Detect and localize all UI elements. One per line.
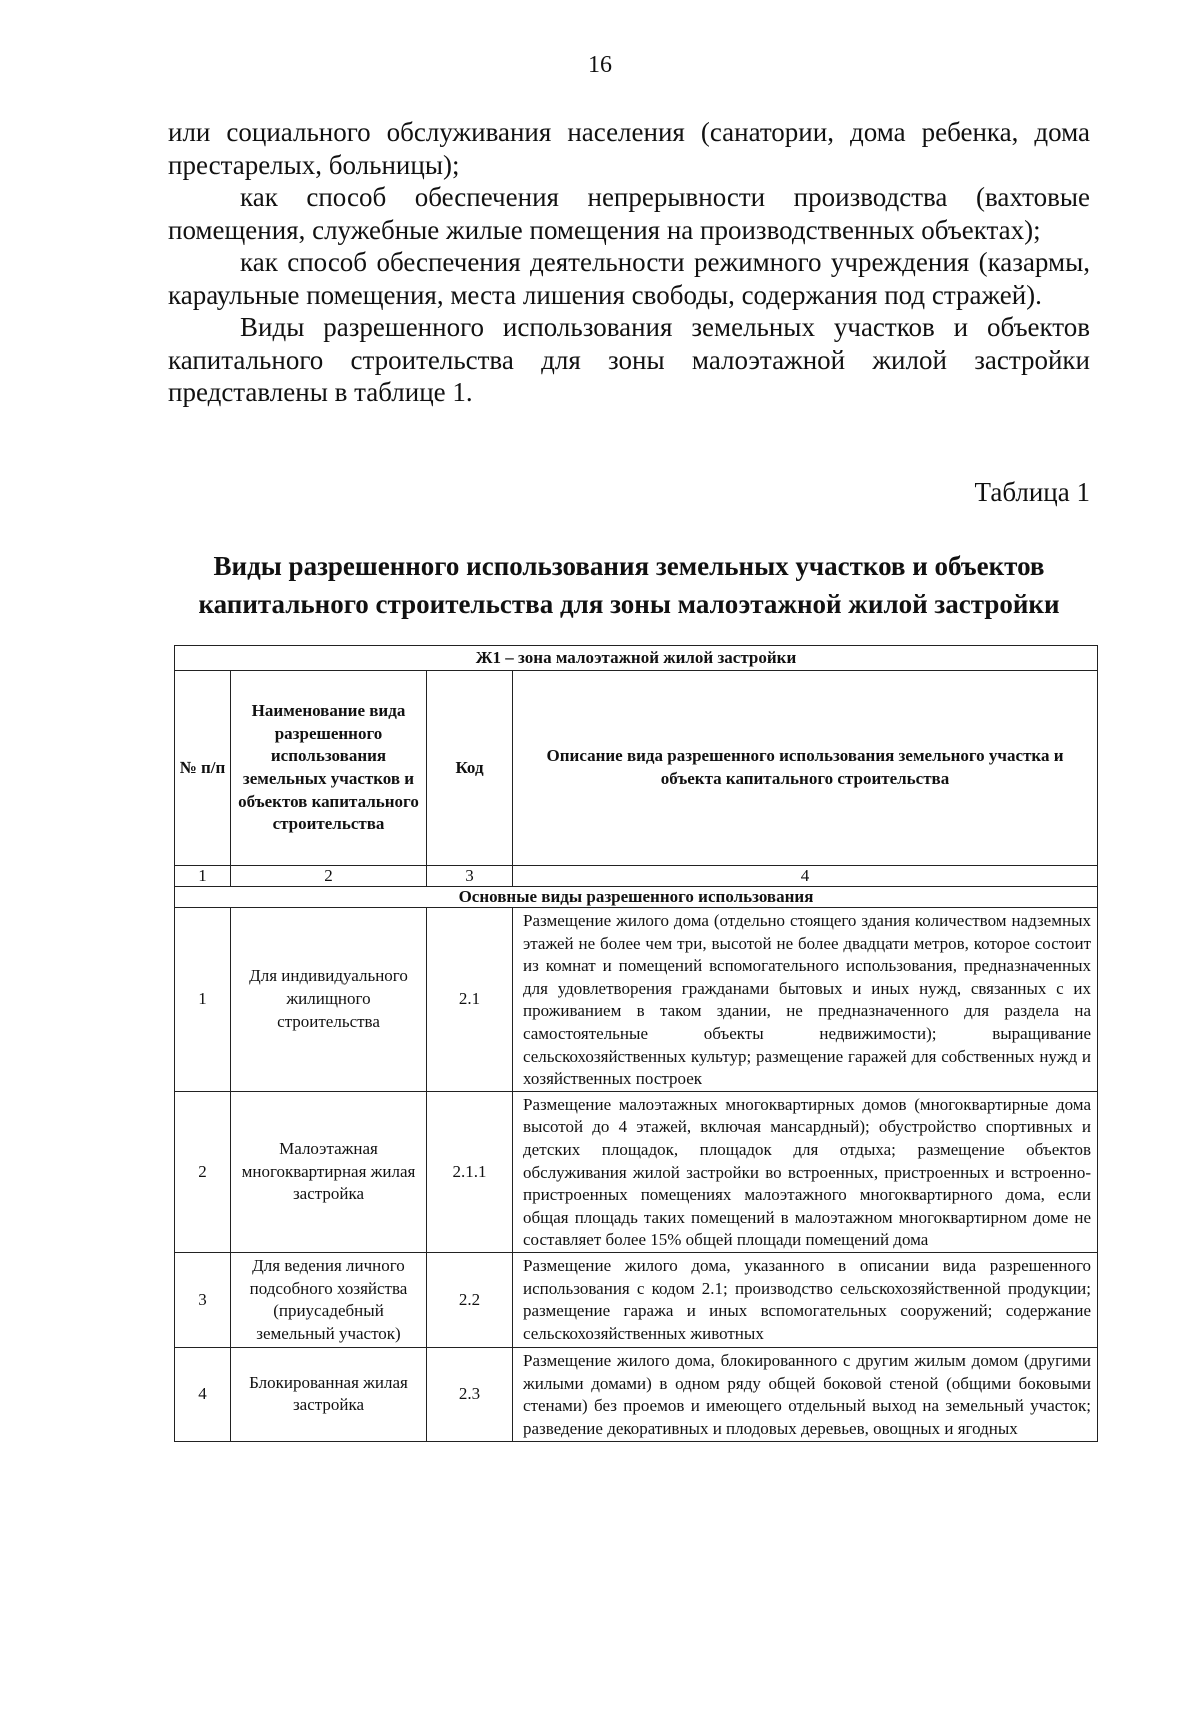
table-row	[175, 1348, 1098, 1441]
land-use-table	[174, 645, 1098, 1442]
row-num: 3	[175, 1252, 231, 1347]
row-code: 2.2	[427, 1252, 513, 1347]
zone-title: Ж1 – зона малоэтажной жилой застройки	[175, 646, 1098, 671]
table-title-line: Виды разрешенного использования земельных участков и объектов	[213, 551, 1045, 581]
paragraph: как способ обеспечения деятельности режимного учреждения (казармы, караульные помещения, места лишения свободы, содержания под стражей).	[168, 247, 1090, 310]
row-name: Малоэтажная многоквартирная жилая застройка	[231, 1091, 427, 1252]
row-description: Размещение жилого дома, блокированного с другим жилым домом (другими жилыми домами) в одном ряду общей боковой стеной (общими боковыми стенами) без проемов и имеющего отдельный выход на земельный участок; разведение декоративных и плодовых деревьев, овощных и ягодных	[513, 1348, 1098, 1441]
row-code: 2.3	[427, 1348, 513, 1441]
row-code: 2.1	[427, 908, 513, 1092]
column-number: 2	[231, 866, 427, 887]
column-number: 4	[513, 866, 1098, 887]
table-row	[175, 908, 1098, 1092]
row-name: Блокированная жилая застройка	[231, 1348, 427, 1441]
row-num: 1	[175, 908, 231, 1092]
header-name: Наименование вида разрешенного использования земельных участков и объектов капитального строительства	[231, 671, 427, 866]
paragraph: или социального обслуживания населения (санатории, дома ребенка, дома престарелых, больницы);	[168, 117, 1090, 180]
row-code: 2.1.1	[427, 1091, 513, 1252]
section-title: Основные виды разрешенного использования	[175, 887, 1098, 908]
row-description: Размещение малоэтажных многоквартирных домов (многоквартирные дома высотой до 4 этажей, включая мансардный); обустройство спортивных и детских площадок, площадок для отдыха; размещение объектов обслуживания жилой застройки во встроенных, пристроенных и встроенно-пристроенных помещениях малоэтажного многоквартирного дома, если общая площадь таких помещений в малоэтажном многоквартирном доме не составляет более 15% общей площади помещений дома	[513, 1091, 1098, 1252]
table-title	[168, 547, 1090, 623]
table-label: Таблица 1	[974, 477, 1090, 507]
paragraph: Виды разрешенного использования земельных участков и объектов капитального строительства для зоны малоэтажной жилой застройки представлены в таблице 1.	[168, 312, 1090, 407]
header-code: Код	[427, 671, 513, 866]
paragraph: как способ обеспечения непрерывности производства (вахтовые помещения, служебные жилые помещения на производственных объектах);	[168, 182, 1090, 245]
body-text	[168, 116, 1090, 409]
column-number: 3	[427, 866, 513, 887]
row-description: Размещение жилого дома (отдельно стоящего здания количеством надземных этажей не более чем три, высотой не более двадцати метров, которое состоит из комнат и помещений вспомогательного использования, предназначенных для удовлетворения гражданами бытовых и иных нужд, связанных с их проживанием в таком здании, не предназначенного для раздела на самостоятельные объекты недвижимости); выращивание сельскохозяйственных культур; размещение гаражей для собственных нужд и хозяйственных построек	[513, 908, 1098, 1092]
page-number: 16	[588, 52, 612, 78]
header-num: № п/п	[175, 671, 231, 866]
table-row	[175, 1091, 1098, 1252]
table-title-line: капитального строительства для зоны малоэтажной жилой застройки	[198, 589, 1060, 619]
row-num: 4	[175, 1348, 231, 1441]
header-description: Описание вида разрешенного использования земельного участка и объекта капитального строительства	[513, 671, 1098, 866]
column-number: 1	[175, 866, 231, 887]
row-num: 2	[175, 1091, 231, 1252]
table-row	[175, 1252, 1098, 1347]
row-name: Для индивидуального жилищного строительства	[231, 908, 427, 1092]
row-description: Размещение жилого дома, указанного в описании вида разрешенного использования с кодом 2.1; производство сельскохозяйственной продукции; размещение гаража и иных вспомогательных сооружений; содержание сельскохозяйственных животных	[513, 1252, 1098, 1347]
row-name: Для ведения личного подсобного хозяйства (приусадебный земельный участок)	[231, 1252, 427, 1347]
